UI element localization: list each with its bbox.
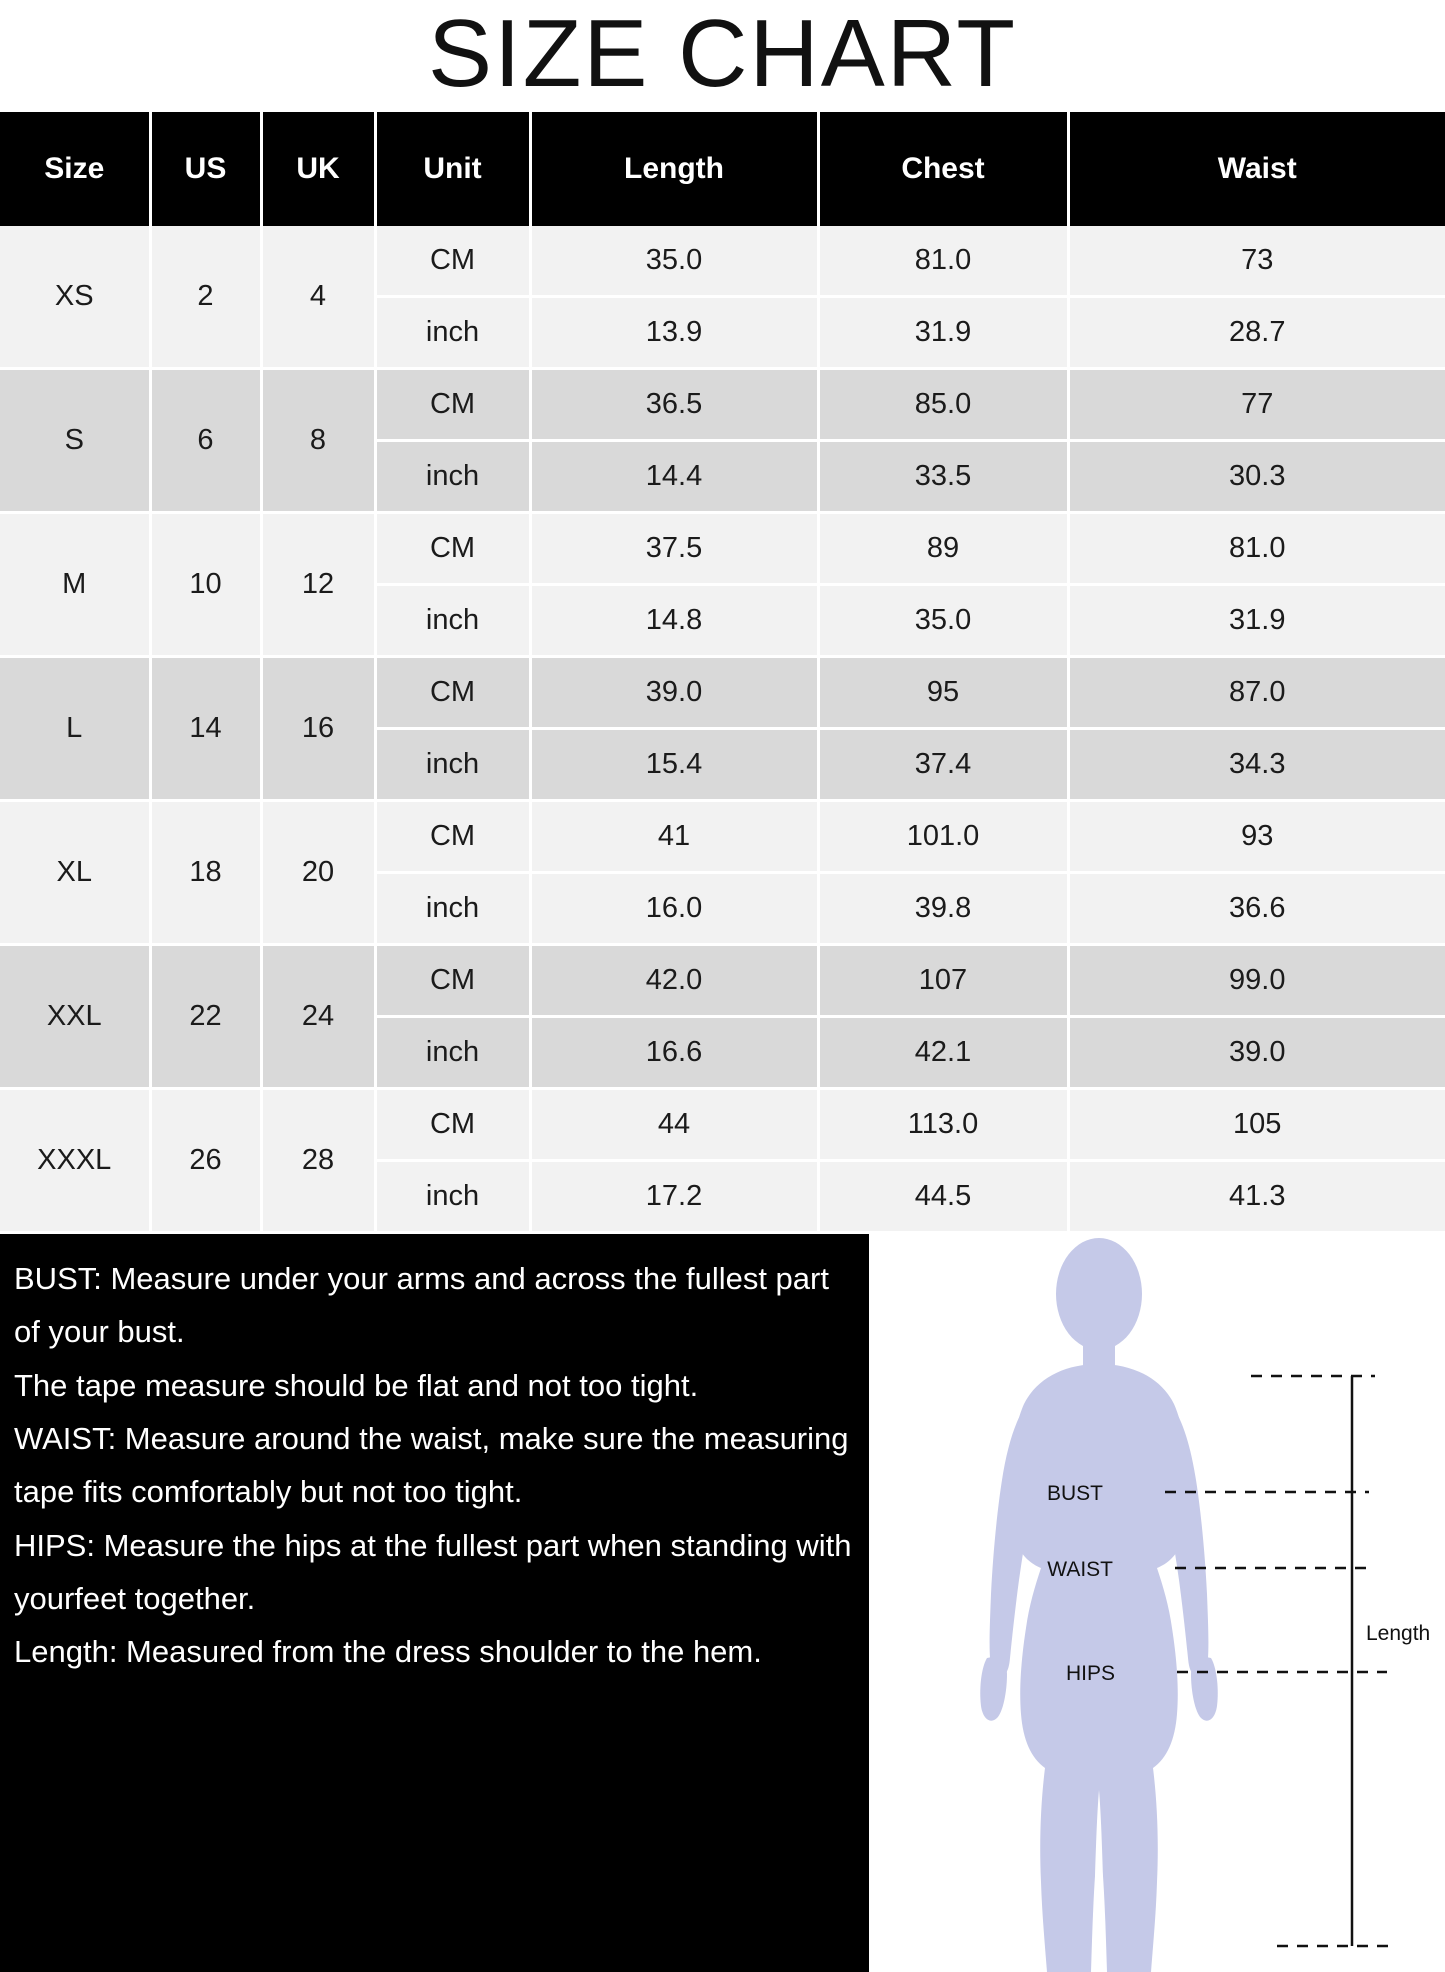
cell-chest: 39.8 (818, 873, 1068, 945)
column-header-unit: Unit (375, 112, 530, 226)
cell-waist: 99.0 (1068, 945, 1445, 1017)
cell-unit: inch (375, 729, 530, 801)
cell-uk: 16 (261, 657, 375, 801)
cell-unit: inch (375, 873, 530, 945)
cell-chest: 33.5 (818, 441, 1068, 513)
cell-unit: inch (375, 1161, 530, 1233)
cell-unit: CM (375, 945, 530, 1017)
cell-length: 13.9 (530, 297, 818, 369)
cell-length: 44 (530, 1089, 818, 1161)
cell-length: 36.5 (530, 369, 818, 441)
cell-waist: 30.3 (1068, 441, 1445, 513)
cell-chest: 35.0 (818, 585, 1068, 657)
page-title: SIZE CHART (428, 0, 1017, 107)
cell-chest: 42.1 (818, 1017, 1068, 1089)
cell-size: L (0, 657, 150, 801)
cell-length: 15.4 (530, 729, 818, 801)
cell-length: 39.0 (530, 657, 818, 729)
column-header-waist: Waist (1068, 112, 1445, 226)
cell-unit: CM (375, 369, 530, 441)
cell-uk: 8 (261, 369, 375, 513)
cell-length: 17.2 (530, 1161, 818, 1233)
body-silhouette-icon (980, 1238, 1218, 1972)
cell-length: 14.8 (530, 585, 818, 657)
cell-chest: 89 (818, 513, 1068, 585)
instruction-length: Length: Measured from the dress shoulder to the hem. (14, 1634, 762, 1670)
cell-waist: 77 (1068, 369, 1445, 441)
cell-chest: 44.5 (818, 1161, 1068, 1233)
cell-unit: CM (375, 1089, 530, 1161)
table-row (0, 657, 1445, 729)
cell-chest: 31.9 (818, 297, 1068, 369)
cell-uk: 28 (261, 1089, 375, 1233)
cell-length: 42.0 (530, 945, 818, 1017)
cell-size: XS (0, 226, 150, 369)
cell-waist: 39.0 (1068, 1017, 1445, 1089)
cell-length: 37.5 (530, 513, 818, 585)
table-row (0, 945, 1445, 1017)
cell-chest: 113.0 (818, 1089, 1068, 1161)
cell-size: M (0, 513, 150, 657)
cell-uk: 4 (261, 226, 375, 369)
cell-unit: inch (375, 297, 530, 369)
cell-chest: 95 (818, 657, 1068, 729)
cell-waist: 81.0 (1068, 513, 1445, 585)
cell-unit: inch (375, 441, 530, 513)
cell-chest: 37.4 (818, 729, 1068, 801)
cell-chest: 101.0 (818, 801, 1068, 873)
cell-size: S (0, 369, 150, 513)
cell-us: 22 (150, 945, 261, 1089)
cell-length: 16.0 (530, 873, 818, 945)
instruction-hips: HIPS: Measure the hips at the fullest part when standing with yourfeet together. (14, 1527, 852, 1616)
cell-chest: 85.0 (818, 369, 1068, 441)
measurement-figure (869, 1234, 1445, 1972)
cell-size: XXL (0, 945, 150, 1089)
column-header-length: Length (530, 112, 818, 226)
cell-us: 6 (150, 369, 261, 513)
cell-waist: 41.3 (1068, 1161, 1445, 1233)
cell-size: XXXL (0, 1089, 150, 1233)
cell-waist: 34.3 (1068, 729, 1445, 801)
size-chart-table (0, 112, 1445, 1234)
bottom-section (0, 1234, 1445, 1972)
cell-uk: 20 (261, 801, 375, 945)
cell-unit: inch (375, 585, 530, 657)
cell-unit: CM (375, 657, 530, 729)
column-header-uk: UK (261, 112, 375, 226)
cell-unit: CM (375, 226, 530, 297)
table-row (0, 1089, 1445, 1161)
cell-uk: 24 (261, 945, 375, 1089)
cell-length: 41 (530, 801, 818, 873)
cell-waist: 28.7 (1068, 297, 1445, 369)
label-hips: HIPS (1065, 1662, 1115, 1685)
female-body-diagram (869, 1234, 1445, 1972)
cell-waist: 73 (1068, 226, 1445, 297)
label-bust: BUST (1046, 1482, 1103, 1505)
cell-us: 18 (150, 801, 261, 945)
cell-length: 16.6 (530, 1017, 818, 1089)
column-header-us: US (150, 112, 261, 226)
table-row (0, 513, 1445, 585)
instruction-tape: The tape measure should be flat and not too tight. (14, 1367, 699, 1403)
cell-uk: 12 (261, 513, 375, 657)
cell-chest: 107 (818, 945, 1068, 1017)
cell-us: 14 (150, 657, 261, 801)
label-waist: WAIST (1047, 1558, 1113, 1581)
instruction-bust: BUST: Measure under your arms and across the fullest part of your bust. (14, 1261, 829, 1350)
cell-size: XL (0, 801, 150, 945)
table-row (0, 226, 1445, 297)
measuring-instructions (0, 1234, 869, 1972)
cell-unit: CM (375, 801, 530, 873)
label-length: Length (1366, 1622, 1431, 1645)
cell-length: 35.0 (530, 226, 818, 297)
cell-waist: 87.0 (1068, 657, 1445, 729)
column-header-size: Size (0, 112, 150, 226)
instruction-waist: WAIST: Measure around the waist, make sure the measuring tape fits comfortably but not too tight. (14, 1420, 849, 1510)
cell-chest: 81.0 (818, 226, 1068, 297)
cell-us: 2 (150, 226, 261, 369)
cell-us: 26 (150, 1089, 261, 1233)
cell-unit: inch (375, 1017, 530, 1089)
cell-waist: 36.6 (1068, 873, 1445, 945)
table-row (0, 801, 1445, 873)
cell-length: 14.4 (530, 441, 818, 513)
cell-waist: 93 (1068, 801, 1445, 873)
cell-unit: CM (375, 513, 530, 585)
table-header-row (0, 112, 1445, 226)
table-row (0, 369, 1445, 441)
column-header-chest: Chest (818, 112, 1068, 226)
cell-us: 10 (150, 513, 261, 657)
cell-waist: 105 (1068, 1089, 1445, 1161)
cell-waist: 31.9 (1068, 585, 1445, 657)
